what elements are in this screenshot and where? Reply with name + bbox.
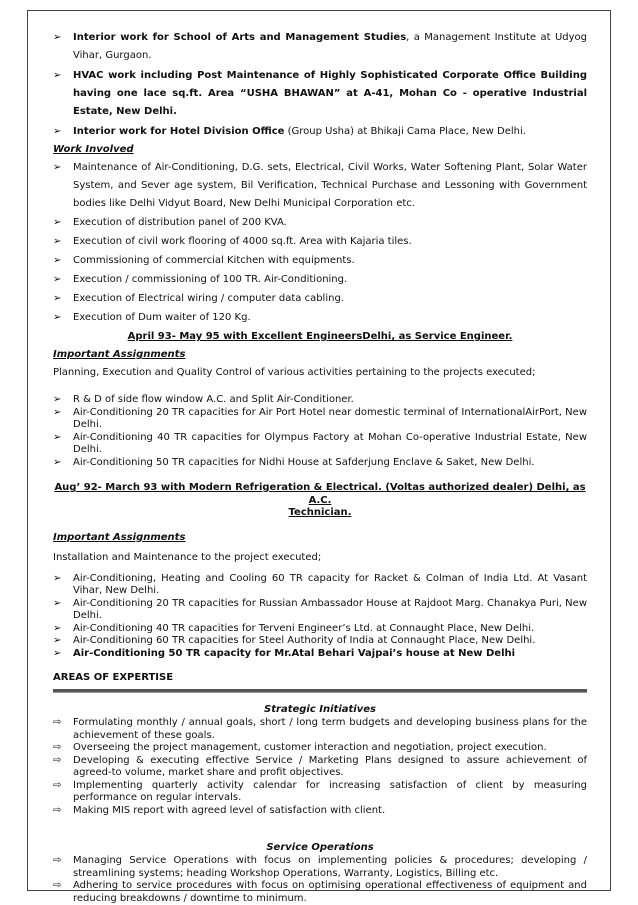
expertise-item: ⇨ Managing Service Operations with focus on implementing policies & procedures; developing / streamlining systems; heading Workshop Operations, Warranty, Logistics, Billing etc. — [53, 855, 587, 879]
work-involved-heading: Work Involved — [53, 144, 134, 155]
expertise-item: ⇨ Making MIS report with agreed level of satisfaction with client. — [53, 804, 386, 816]
job-title-modern: Aug’ 92- March 93 with Modern Refrigeration & Electrical. (Voltas authorized dealer) Delhi, as A.C. Technician. — [54, 482, 586, 518]
assignment-item: ➢ Air-Conditioning 40 TR capacities for Terveni Engineer’s Ltd. at Connaught Place, New Delhi. — [53, 622, 535, 634]
project-item: ➢ Interior work for School of Arts and Management Studies, a Management Institute at Udyog Vihar, Gurgaon. — [53, 29, 587, 65]
section-divider — [53, 689, 587, 693]
areas-of-expertise-heading: AREAS OF EXPERTISE — [53, 672, 174, 683]
hollow-arrow-icon: ⇨ — [53, 880, 62, 891]
arrow-bullet-icon: ➢ — [53, 406, 62, 418]
expertise-item: ⇨ Overseeing the project management, customer interaction and negotiation, project execution. — [53, 742, 547, 753]
arrow-bullet-icon: ➢ — [53, 236, 62, 247]
arrow-bullet-icon: ➢ — [53, 622, 62, 634]
work-item: ➢ Commissioning of commercial Kitchen with equipments. — [53, 252, 587, 270]
project-item: ➢ HVAC work including Post Maintenance of Highly Sophisticated Corporate Office Building having one lace sq.ft. Area “USHA BHAWAN” at A-41, Mohan Co - operative Industrial Estate, New Delhi. — [53, 67, 587, 121]
project-item: ➢ Interior work for Hotel Division Office (Group Usha) at Bhikaji Cama Place, New Delhi. — [53, 123, 587, 141]
expertise-item: ⇨ Developing & executing effective Service / Marketing Plans designed to assure achievement of agreed-to volume, market share and profit objectives. — [53, 754, 587, 778]
arrow-bullet-icon: ➢ — [53, 647, 62, 659]
expertise-item: ⇨ Adhering to service procedures with focus on optimising operational effectiveness of equipment and reducing breakdowns / downtime to minimum. — [53, 880, 587, 904]
arrow-bullet-icon: ➢ — [53, 126, 62, 137]
arrow-bullet-icon: ➢ — [53, 431, 62, 443]
important-assignments-heading: Important Assignments — [53, 349, 186, 360]
arrow-bullet-icon: ➢ — [53, 217, 62, 228]
assignment-item: ➢ Air-Conditioning 60 TR capacities for Steel Authority of India at Connaught Place, New Delhi. — [53, 635, 536, 646]
arrow-bullet-icon: ➢ — [53, 32, 62, 43]
arrow-bullet-icon: ➢ — [53, 456, 62, 468]
work-item: ➢ Execution of distribution panel of 200 KVA. — [53, 214, 587, 232]
arrow-bullet-icon: ➢ — [53, 274, 62, 285]
arrow-bullet-icon: ➢ — [53, 70, 62, 81]
strategic-initiatives-heading: Strategic Initiatives — [264, 704, 376, 715]
work-item: ➢ Execution / commissioning of 100 TR. Air-Conditioning. — [53, 271, 587, 289]
hollow-arrow-icon: ⇨ — [53, 754, 62, 766]
arrow-bullet-icon: ➢ — [53, 312, 62, 323]
hollow-arrow-icon: ⇨ — [53, 804, 62, 816]
hollow-arrow-icon: ⇨ — [53, 717, 62, 728]
hollow-arrow-icon: ⇨ — [53, 779, 62, 791]
arrow-bullet-icon: ➢ — [53, 572, 62, 584]
arrow-bullet-icon: ➢ — [53, 293, 62, 304]
assignment-item: ➢ Air-Conditioning, Heating and Cooling 60 TR capacity for Racket & Colman of India Ltd. At Vasant Vihar, New Delhi. — [53, 572, 587, 596]
important-assignments-heading: Important Assignments — [53, 531, 186, 543]
assignment-item: ➢ Air-Conditioning 40 TR capacities for Olympus Factory at Mohan Co-operative Industrial Estate, New Delhi. — [53, 431, 587, 455]
assignment-item: ➢ Air-Conditioning 20 TR capacities for Russian Ambassador House at Rajdoot Marg. Chanakya Puri, New Delhi. — [53, 597, 587, 621]
assignment-item: ➢ Air-Conditioning 50 TR capacities for Nidhi House at Safderjung Enclave & Saket, New Delhi. — [53, 456, 535, 468]
assignments-intro: Installation and Maintenance to the project executed; — [53, 551, 322, 563]
hollow-arrow-icon: ⇨ — [53, 742, 62, 753]
arrow-bullet-icon: ➢ — [53, 635, 62, 646]
expertise-item: ⇨ Formulating monthly / annual goals, short / long term budgets and developing business plans for the achievement of these goals. — [53, 717, 587, 741]
resume-page — [53, 29, 587, 905]
arrow-bullet-icon: ➢ — [53, 597, 62, 609]
work-item: ➢ Maintenance of Air-Conditioning, D.G. sets, Electrical, Civil Works, Water Softening Plant, Solar Water System, and Sever age system, Bil Verification, Technical Purchase and Lessoning with Government bodies like Delhi Vidyut Board, New Delhi Municipal Corporation etc. — [53, 159, 587, 213]
arrow-bullet-icon: ➢ — [53, 394, 62, 405]
assignments-intro: Planning, Execution and Quality Control of various activities pertaining to the projects executed; — [53, 367, 536, 378]
service-operations-heading: Service Operations — [266, 842, 374, 853]
assignment-item: ➢ Air-Conditioning 50 TR capacity for Mr.Atal Behari Vajpai’s house at New Delhi — [53, 647, 516, 659]
assignment-item: ➢ R & D of side flow window A.C. and Split Air-Conditioner. — [53, 394, 354, 405]
assignment-item: ➢ Air-Conditioning 20 TR capacities for Air Port Hotel near domestic terminal of InternationalAirPort, New Delhi. — [53, 406, 587, 430]
work-item: ➢ Execution of civil work flooring of 4000 sq.ft. Area with Kajaria tiles. — [53, 233, 587, 251]
arrow-bullet-icon: ➢ — [53, 255, 62, 266]
arrow-bullet-icon: ➢ — [53, 162, 62, 173]
hollow-arrow-icon: ⇨ — [53, 855, 62, 866]
job-title-excellent: April 93- May 95 with Excellent EngineersDelhi, as Service Engineer. — [127, 331, 513, 342]
expertise-item: ⇨ Implementing quarterly activity calendar for increasing satisfaction of client by measuring performance on regular intervals. — [53, 779, 587, 803]
work-item: ➢ Execution of Electrical wiring / computer data cabling. — [53, 290, 587, 308]
work-item: ➢ Execution of Dum waiter of 120 Kg. — [53, 309, 587, 327]
